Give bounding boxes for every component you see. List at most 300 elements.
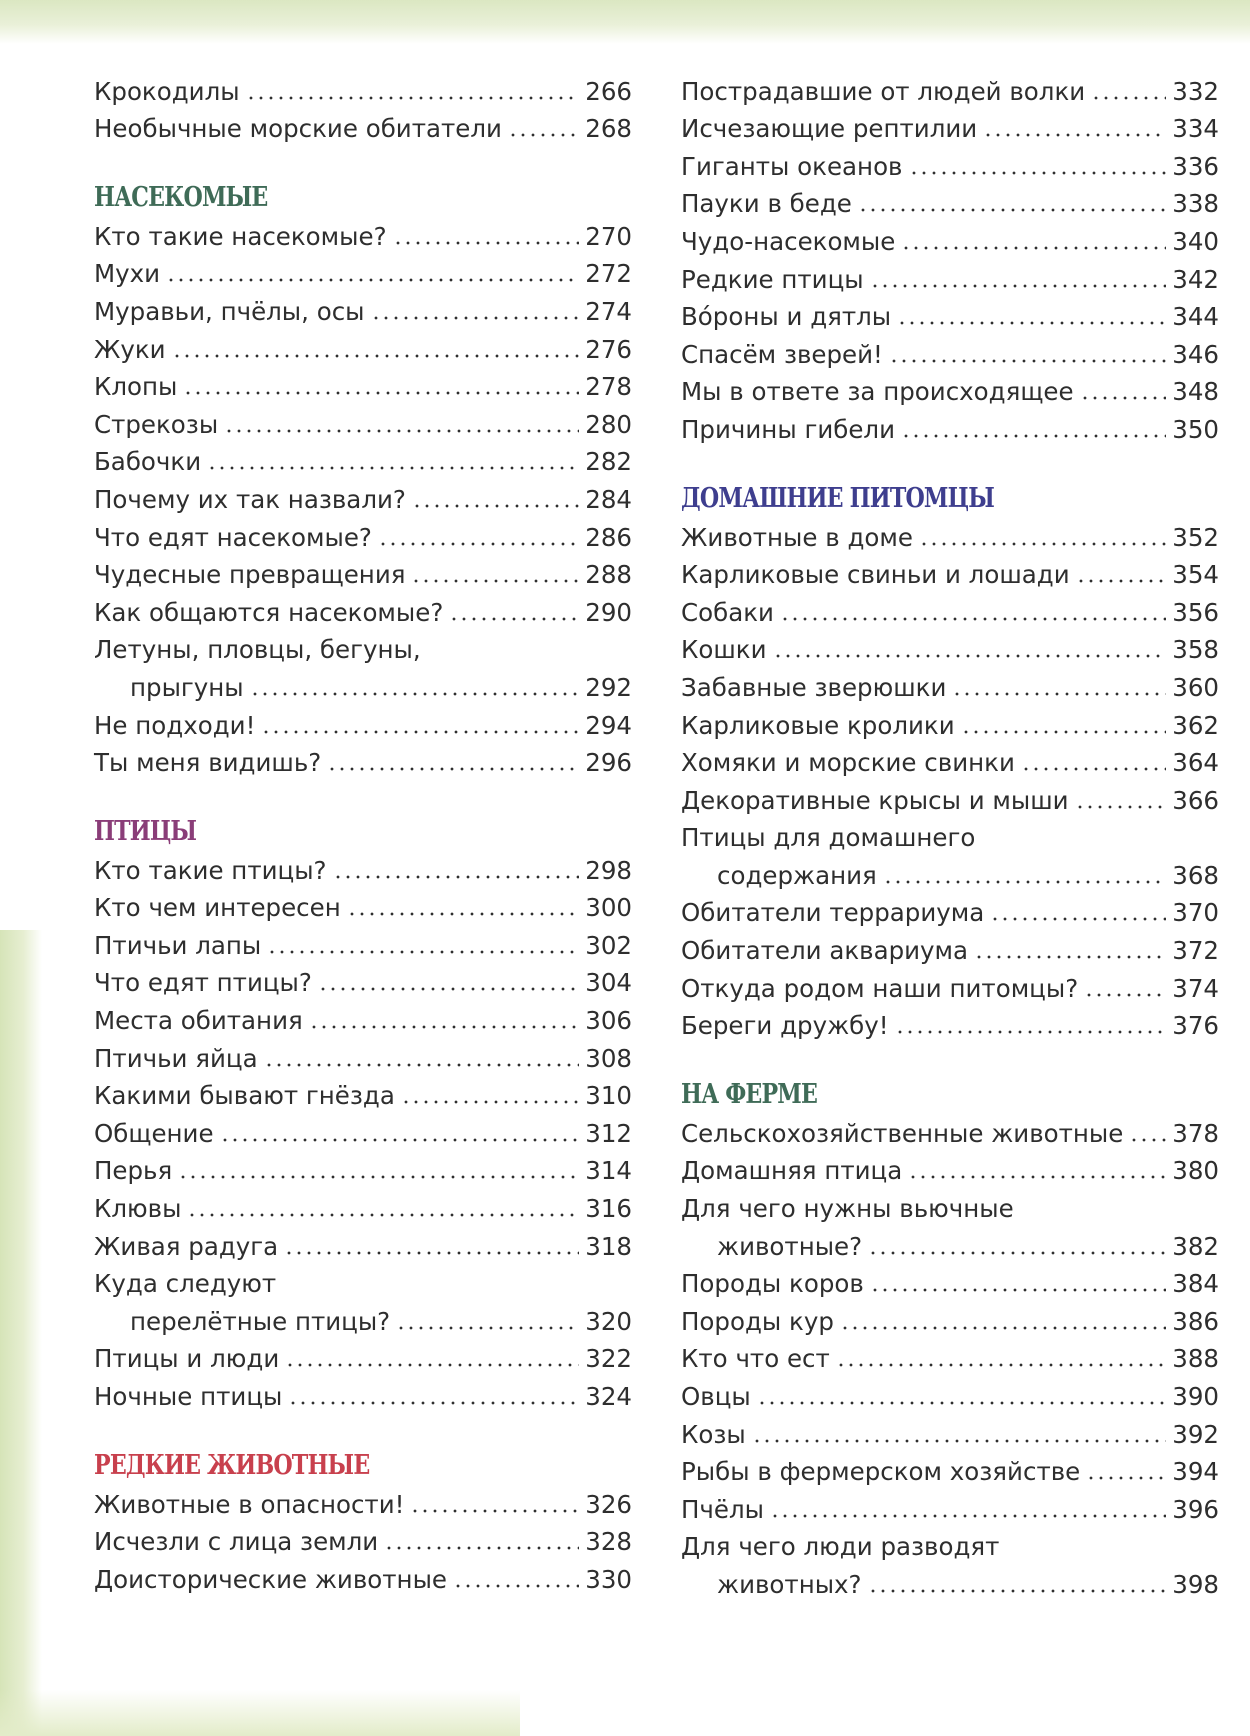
toc-entry[interactable] [94,926,632,964]
dot-leader [868,1589,1167,1593]
toc-entry[interactable] [94,292,632,330]
dot-leader [889,359,1166,363]
toc-entry[interactable] [681,1415,1219,1453]
dot-leader [378,542,579,546]
dot-leader [870,284,1167,288]
toc-entry[interactable] [681,556,1219,594]
decorative-brush-bottom [0,1690,520,1736]
toc-entry[interactable] [681,1565,1219,1603]
toc-entry-first-line[interactable] [681,819,1219,857]
toc-entry-label: Пострадавшие от людей волки [681,76,1086,106]
toc-entry[interactable] [681,1007,1219,1045]
toc-entry-label: Мухи [94,259,161,289]
toc-entry-label: Муравьи, пчёлы, осы [94,296,365,326]
dot-leader [780,617,1166,621]
toc-entry[interactable] [681,1377,1219,1415]
section-heading-birds: ПТИЦЫ [94,816,197,848]
toc-entry[interactable] [681,593,1219,631]
dot-leader [187,1213,579,1217]
toc-entry-label: Клопы [94,372,178,402]
toc-section-birds [94,813,632,1415]
toc-entry[interactable] [94,1340,632,1378]
toc-entry-page: 336 [1172,151,1219,181]
toc-entry-label: Исчезли с лица земли [94,1527,379,1557]
dot-leader [901,434,1166,438]
toc-entry-first-line[interactable] [94,1265,632,1303]
dot-leader [250,692,580,696]
toc-entry-label: животных? [717,1569,862,1599]
toc-entry-page: 296 [585,748,632,778]
dot-leader [261,730,579,734]
toc-entry-label: Куда следуют [94,1269,277,1299]
dot-leader [178,1175,579,1179]
toc-entry[interactable] [94,889,632,927]
toc-entry-label: Забавные зверюшки [681,672,947,702]
dot-leader [1086,1476,1166,1480]
dot-leader [183,391,579,395]
toc-entry-page: 310 [585,1081,632,1111]
toc-entry-label: Карликовые свиньи и лошади [681,560,1070,590]
dot-leader [909,171,1167,175]
dot-leader [172,354,580,358]
toc-entry[interactable] [681,631,1219,669]
toc-entry-label: животные? [717,1231,863,1261]
toc-entry-label: Собаки [681,597,774,627]
toc-entry-label: Пчёлы [681,1494,764,1524]
toc-entries [94,217,632,781]
toc-entry-label: Перья [94,1156,173,1186]
toc-entry-page: 378 [1172,1118,1219,1148]
toc-entry-page: 374 [1172,973,1219,1003]
toc-entry-page: 346 [1172,339,1219,369]
toc-entries [94,72,632,147]
dot-leader [284,1251,579,1255]
toc-entry[interactable] [681,969,1219,1007]
toc-entry-label: Летуны, пловцы, бегуны, [94,635,421,665]
toc-entry-page: 382 [1172,1231,1219,1261]
toc-entry[interactable] [94,1189,632,1227]
toc-entry-first-line[interactable] [681,1528,1219,1566]
toc-entry-label: Стрекозы [94,409,219,439]
toc-entry-label: Животные в опасности! [94,1489,405,1519]
dot-leader [264,1063,580,1067]
toc-section-farm [681,1076,1219,1603]
dot-leader [773,654,1167,658]
toc-entry-label: Жуки [94,334,166,364]
toc-entry[interactable] [681,222,1219,260]
toc-entry-label: Общение [94,1118,214,1148]
toc-entry-page: 394 [1172,1457,1219,1487]
toc-entry[interactable] [681,1490,1219,1528]
dot-leader [449,617,579,621]
toc-entry-label: Чудо-насекомые [681,226,896,256]
section-heading-insects: НАСЕКОМЫЕ [94,182,268,214]
dot-leader [288,1401,579,1405]
toc-entry-label: Кто что ест [681,1344,830,1374]
dot-leader [207,466,579,470]
dot-leader [412,504,579,508]
toc-entry-label: Животные в доме [681,522,913,552]
toc-entry[interactable] [94,217,632,255]
toc-entry-page: 324 [585,1382,632,1411]
toc-entry-page: 270 [585,221,632,251]
toc-entry-label: прыгуны [130,672,244,702]
toc-entry[interactable] [681,410,1219,448]
toc-entry-page: 280 [585,409,632,439]
toc-entry[interactable] [681,1227,1219,1265]
dot-leader [309,1025,579,1029]
toc-entry-page: 318 [585,1231,632,1261]
toc-entry[interactable] [94,1001,632,1039]
dot-leader [1080,396,1167,400]
toc-entry[interactable] [94,1523,632,1561]
toc-entry-page: 352 [1172,522,1219,552]
toc-entry[interactable] [681,72,1219,110]
toc-entry-page: 272 [585,259,632,289]
toc-entry[interactable] [94,368,632,406]
toc-entry-label: Бабочки [94,447,202,477]
toc-entry[interactable] [94,744,632,782]
toc-entry-label: перелётные птицы? [130,1306,391,1336]
toc-entry[interactable] [681,744,1219,782]
dot-leader [974,955,1166,959]
toc-entry[interactable] [681,781,1219,819]
toc-entry-label: Откуда родом наши питомцы? [681,973,1079,1003]
toc-entries [681,72,1219,448]
dot-leader [1091,96,1166,100]
toc-entry[interactable] [94,480,632,518]
section-heading-farm: НА ФЕРМЕ [681,1079,818,1111]
toc-entry-label: Кто такие насекомые? [94,221,387,251]
toc-entry[interactable] [94,330,632,368]
dot-leader [757,1401,1166,1405]
toc-entry[interactable] [681,931,1219,969]
toc-entry[interactable] [94,1152,632,1190]
dot-leader [1075,805,1167,809]
toc-entry-label: Птицы и люди [94,1344,280,1374]
toc-right-column [681,72,1219,1635]
toc-entry-page: 304 [585,968,632,998]
toc-entry-label: Птичьи лапы [94,930,262,960]
toc-entry-label: Кошки [681,635,767,665]
toc-entry-page: 322 [585,1344,632,1374]
dot-leader [883,880,1166,884]
toc-entry-label: Ночные птицы [94,1382,283,1411]
toc-entry[interactable] [681,260,1219,298]
toc-entry[interactable] [681,1340,1219,1378]
dot-leader [220,1138,580,1142]
dot-leader [1021,767,1166,771]
toc-entry-page: 362 [1172,710,1219,740]
toc-section-continued-left [94,72,632,147]
toc-entry-page: 266 [585,76,632,106]
toc-entry-page: 370 [1172,898,1219,928]
toc-entry-page: 312 [585,1118,632,1148]
toc-entry[interactable] [681,706,1219,744]
toc-entry-label: Причины гибели [681,414,896,444]
dot-leader [453,1584,579,1588]
dot-leader [318,987,579,991]
toc-entry-first-line[interactable] [94,631,632,669]
toc-entry-label: Птичьи яйца [94,1043,258,1073]
toc-entry[interactable] [94,556,632,594]
toc-entry-label: Как общаются насекомые? [94,597,444,627]
toc-entry-page: 290 [585,597,632,627]
toc-entry-label: Домашняя птица [681,1156,903,1186]
toc-entry-label: Обитатели террариума [681,898,985,928]
toc-entry-page: 366 [1172,785,1219,815]
toc-entry[interactable] [681,1152,1219,1190]
dot-leader [895,1030,1167,1034]
toc-entry-page: 320 [585,1306,632,1336]
toc-entry-page: 344 [1172,302,1219,332]
toc-entry[interactable] [681,1114,1219,1152]
toc-section-rare-animals [94,1447,632,1598]
toc-section-insects [94,179,632,781]
dot-leader [508,133,579,137]
toc-entry-page: 298 [585,855,632,885]
toc-entry[interactable] [681,298,1219,336]
dot-leader [952,692,1166,696]
toc-entry[interactable] [94,1560,632,1598]
toc-entry-label: содержания [717,860,877,890]
toc-entry-page: 294 [585,710,632,740]
toc-entry-page: 278 [585,372,632,402]
toc-entry-label: Живая радуга [94,1231,279,1261]
toc-entry[interactable] [94,443,632,481]
toc-entry[interactable] [681,110,1219,148]
toc-entry[interactable] [681,335,1219,373]
toc-entry-label: Что едят птицы? [94,968,312,998]
dot-leader [990,917,1166,921]
toc-entries [681,1114,1219,1603]
dot-leader [752,1439,1166,1443]
toc-entry-label: Во́роны и дятлы [681,302,892,332]
toc-entry-label: Пауки в беде [681,189,852,219]
toc-entry-page: 392 [1172,1419,1219,1449]
toc-entry-label: Рыбы в фермерском хозяйстве [681,1457,1081,1487]
dot-leader [347,912,579,916]
toc-entry-label: Какими бывают гнёзда [94,1081,395,1111]
toc-entry-page: 396 [1172,1494,1219,1524]
dot-leader [770,1514,1166,1518]
toc-entry-page: 328 [585,1527,632,1557]
toc-entry[interactable] [94,110,632,148]
toc-entry[interactable] [681,668,1219,706]
toc-entry[interactable] [94,1114,632,1152]
toc-entry-page: 282 [585,447,632,477]
toc-entry-page: 388 [1172,1344,1219,1374]
toc-entry-label: Спасём зверей! [681,339,883,369]
toc-entry-label: Чудесные превращения [94,560,406,590]
toc-entry-label: Кто чем интересен [94,893,341,923]
toc-entry-page: 340 [1172,226,1219,256]
toc-entry-page: 268 [585,114,632,144]
toc-entry[interactable] [681,856,1219,894]
dot-leader [371,316,580,320]
toc-entry-page: 354 [1172,560,1219,590]
toc-entry-page: 316 [585,1194,632,1224]
toc-entry[interactable] [94,593,632,631]
toc-entry-page: 380 [1172,1156,1219,1186]
toc-entry-label: Места обитания [94,1006,303,1036]
dot-leader [166,278,579,282]
toc-entry[interactable] [681,1265,1219,1303]
toc-entry-page: 308 [585,1043,632,1073]
dot-leader [897,321,1166,325]
toc-entry-page: 338 [1172,189,1219,219]
toc-entry[interactable] [94,1077,632,1115]
toc-entry-label: Гиганты океанов [681,151,903,181]
toc-entry-label: Овцы [681,1382,751,1411]
dot-leader [1129,1138,1166,1142]
toc-entry-page: 330 [585,1564,632,1594]
toc-entry-label: Хомяки и морские свинки [681,748,1015,778]
toc-entry-page: 386 [1172,1306,1219,1336]
toc-entry-label: Клювы [94,1194,182,1224]
toc-entry-label: Почему их так назвали? [94,484,406,514]
dot-leader [384,1546,579,1550]
toc-entry-label: Редкие птицы [681,264,864,294]
dot-leader [919,542,1166,546]
toc-entry[interactable] [94,255,632,293]
toc-entry[interactable] [681,1302,1219,1340]
dot-leader [411,579,579,583]
toc-entry-page: 288 [585,560,632,590]
toc-entry[interactable] [94,1302,632,1340]
dot-leader [836,1363,1166,1367]
toc-entry-page: 274 [585,296,632,326]
dot-leader [983,133,1166,137]
toc-entry[interactable] [94,405,632,443]
toc-entry[interactable] [94,72,632,110]
toc-entry[interactable] [681,147,1219,185]
toc-entry-label: Кто такие птицы? [94,855,327,885]
toc-entry-label: Необычные морские обитатели [94,114,502,144]
dot-leader [1076,579,1167,583]
toc-entry-page: 342 [1172,264,1219,294]
toc-entry-page: 350 [1172,414,1219,444]
toc-entry-label: Не подходи! [94,710,256,740]
toc-entry[interactable] [94,518,632,556]
toc-entry-page: 372 [1172,936,1219,966]
toc-entry-page: 332 [1172,76,1219,106]
toc-entry[interactable] [94,964,632,1002]
toc-entry-page: 358 [1172,635,1219,665]
toc-entry-page: 360 [1172,672,1219,702]
toc-entry-label: Доисторические животные [94,1564,447,1594]
decorative-brush-left [0,930,42,1736]
toc-entry-page: 376 [1172,1011,1219,1041]
toc-left-column [94,72,632,1630]
dot-leader [333,875,580,879]
toc-entry-page: 390 [1172,1382,1219,1411]
dot-leader [246,96,580,100]
dot-leader [410,1509,579,1513]
toc-entry-page: 368 [1172,860,1219,890]
dot-leader [1084,993,1166,997]
toc-entry-page: 398 [1172,1569,1219,1599]
toc-entry-label: Для чего люди разводят [681,1532,1000,1562]
toc-entries [94,1485,632,1598]
dot-leader [401,1100,579,1104]
dot-leader [393,241,580,245]
toc-section-pets [681,480,1219,1044]
toc-entry[interactable] [94,668,632,706]
toc-entry-page: 276 [585,334,632,364]
toc-entry-page: 292 [585,672,632,702]
toc-entry-page: 314 [585,1156,632,1186]
toc-entry-label: Карликовые кролики [681,710,955,740]
toc-entry-page: 284 [585,484,632,514]
toc-entry[interactable] [94,706,632,744]
toc-entry-page: 306 [585,1006,632,1036]
section-heading-rare-animals: РЕДКИЕ ЖИВОТНЫЕ [94,1450,370,1481]
toc-entry-page: 356 [1172,597,1219,627]
decorative-brush-top [0,0,1250,44]
toc-entry-label: Ты меня видишь? [94,748,322,778]
toc-entry-label: Породы кур [681,1306,834,1336]
toc-entry[interactable] [94,851,632,889]
dot-leader [396,1326,579,1330]
toc-entry-page: 300 [585,893,632,923]
toc-entry[interactable] [681,894,1219,932]
dot-leader [868,1251,1166,1255]
dot-leader [840,1326,1166,1330]
toc-entry-page: 384 [1172,1269,1219,1299]
toc-entry[interactable] [94,1039,632,1077]
dot-leader [267,950,579,954]
toc-entry[interactable] [94,1377,632,1415]
toc-entries [94,851,632,1415]
dot-leader [870,1288,1166,1292]
toc-entry-label: Мы в ответе за происходящее [681,377,1074,407]
dot-leader [327,767,579,771]
toc-entry-page: 348 [1172,377,1219,407]
dot-leader [858,208,1166,212]
toc-entry-page: 364 [1172,748,1219,778]
toc-section-continued-right [681,72,1219,448]
toc-entry-label: Сельскохозяйственные животные [681,1118,1124,1148]
dot-leader [961,730,1167,734]
toc-entry[interactable] [681,185,1219,223]
toc-entry[interactable] [681,518,1219,556]
toc-entry[interactable] [681,373,1219,411]
toc-entry-page: 286 [585,522,632,552]
toc-entry-label: Крокодилы [94,76,240,106]
toc-entry-label: Береги дружбу! [681,1011,889,1041]
toc-entries [681,518,1219,1044]
section-heading-pets: ДОМАШНИЕ ПИТОМЦЫ [681,482,994,514]
dot-leader [908,1175,1166,1179]
toc-entry-label: Птицы для домашнего [681,823,976,853]
dot-leader [901,246,1166,250]
toc-entry-first-line[interactable] [681,1189,1219,1227]
toc-entry[interactable] [681,1453,1219,1491]
toc-entry-label: Породы коров [681,1269,864,1299]
toc-entry-label: Декоративные крысы и мыши [681,785,1069,815]
toc-entry-label: Для чего нужны вьючные [681,1194,1014,1224]
toc-entry[interactable] [94,1485,632,1523]
toc-entry-page: 334 [1172,114,1219,144]
toc-entry-label: Что едят насекомые? [94,522,372,552]
dot-leader [224,429,579,433]
toc-entry-page: 302 [585,930,632,960]
dot-leader [285,1363,579,1367]
toc-entry[interactable] [94,1227,632,1265]
toc-entry-page: 326 [585,1489,632,1519]
toc-entry-label: Исчезающие рептилии [681,114,978,144]
